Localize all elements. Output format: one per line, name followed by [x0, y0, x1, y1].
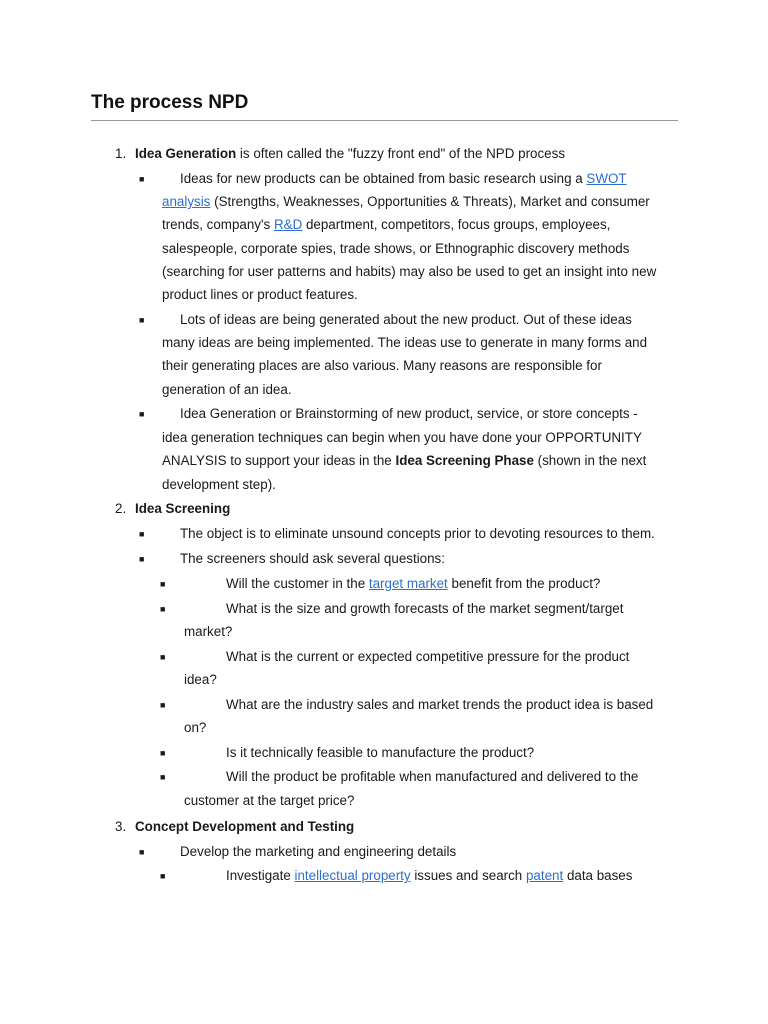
bullet-icon: ■ [160, 871, 166, 881]
paragraph-line: Will the product be profitable when manufactured and delivered to the [226, 769, 639, 784]
paragraph-line: product lines or product features. [162, 287, 358, 302]
text: Will the customer in the [226, 576, 369, 591]
text: trends, company's [162, 217, 274, 232]
paragraph-line [162, 216, 610, 234]
paragraph-line: on? [184, 720, 207, 735]
paragraph-line: development step). [162, 477, 276, 492]
paragraph-line: salespeople, corporate spies, trade shows, or Ethnographic discovery methods [162, 241, 630, 256]
step-heading-text: is often called the "fuzzy front end" of the NPD process [236, 146, 566, 161]
target-market-link[interactable]: target market [368, 576, 448, 591]
page-title: The process NPD [91, 92, 249, 113]
paragraph-line: Develop the marketing and engineering details [180, 844, 457, 859]
paragraph-line: generation of an idea. [162, 382, 292, 397]
bullet-icon: ■ [139, 847, 145, 857]
paragraph-line: What is the current or expected competitive pressure for the product [226, 649, 630, 664]
step-name: Idea Generation [135, 146, 237, 161]
bullet-icon: ■ [139, 315, 145, 325]
paragraph-line: Lots of ideas are being generated about the new product. Out of these ideas [180, 312, 632, 327]
step-number: 3. [115, 819, 127, 834]
paragraph-line: market? [184, 624, 233, 639]
paragraph-line: (searching for user patterns and habits) may also be used to get an insight into new [162, 264, 657, 279]
paragraph-line [162, 452, 646, 470]
title-divider [91, 120, 678, 121]
paragraph-line: What are the industry sales and market trends the product idea is based [226, 697, 654, 712]
paragraph-line [226, 575, 600, 593]
paragraph-line: idea generation techniques can begin when you have done your OPPORTUNITY [162, 430, 642, 445]
paragraph-line: idea? [184, 672, 217, 687]
paragraph-line [162, 193, 650, 211]
bullet-icon: ■ [139, 409, 145, 419]
text: (shown in the next [533, 453, 647, 468]
text: ANALYSIS to support your ideas in the [162, 453, 396, 468]
swot-link[interactable]: SWOT [586, 171, 627, 186]
bullet-icon: ■ [160, 652, 166, 662]
paragraph-line [180, 170, 627, 188]
paragraph-line: customer at the target price? [184, 793, 355, 808]
text: department, competitors, focus groups, employees, [302, 217, 611, 232]
bullet-icon: ■ [160, 604, 166, 614]
bullet-icon: ■ [139, 529, 145, 539]
step-name: Idea Screening [135, 501, 231, 516]
step-heading [135, 145, 565, 163]
swot-analysis-link[interactable]: analysis [162, 194, 211, 209]
step-number: 1. [115, 146, 127, 161]
bullet-icon: ■ [160, 772, 166, 782]
bullet-icon: ■ [160, 700, 166, 710]
paragraph-line [226, 867, 632, 885]
step-number: 2. [115, 501, 127, 516]
text: benefit from the product? [447, 576, 601, 591]
paragraph-line: their generating places are also various. Many reasons are responsible for [162, 358, 602, 373]
bullet-icon: ■ [139, 174, 145, 184]
paragraph-line: The screeners should ask several questions: [180, 551, 445, 566]
bullet-icon: ■ [139, 554, 145, 564]
step-heading [135, 818, 354, 836]
step-name: Concept Development and Testing [135, 819, 355, 834]
bold-text: Idea Screening Phase [395, 453, 534, 468]
text: (Strengths, Weaknesses, Opportunities & Threats), Market and consumer [210, 194, 650, 209]
paragraph-line: Idea Generation or Brainstorming of new product, service, or store concepts - [180, 406, 638, 421]
text: issues and search [410, 868, 526, 883]
text: Ideas for new products can be obtained from basic research using a [180, 171, 587, 186]
rd-link[interactable]: R&D [273, 217, 303, 232]
paragraph-line: The object is to eliminate unsound concepts prior to devoting resources to them. [180, 526, 655, 541]
paragraph-line: Is it technically feasible to manufacture the product? [226, 745, 535, 760]
text: data bases [563, 868, 633, 883]
text: Investigate [226, 868, 295, 883]
step-heading [135, 500, 230, 518]
bullet-icon: ■ [160, 748, 166, 758]
bullet-icon: ■ [160, 579, 166, 589]
intellectual-property-link[interactable]: intellectual property [294, 868, 411, 883]
paragraph-line: What is the size and growth forecasts of the market segment/target [226, 601, 624, 616]
patent-link[interactable]: patent [525, 868, 564, 883]
paragraph-line: many ideas are being implemented. The ideas use to generate in many forms and [162, 335, 648, 350]
